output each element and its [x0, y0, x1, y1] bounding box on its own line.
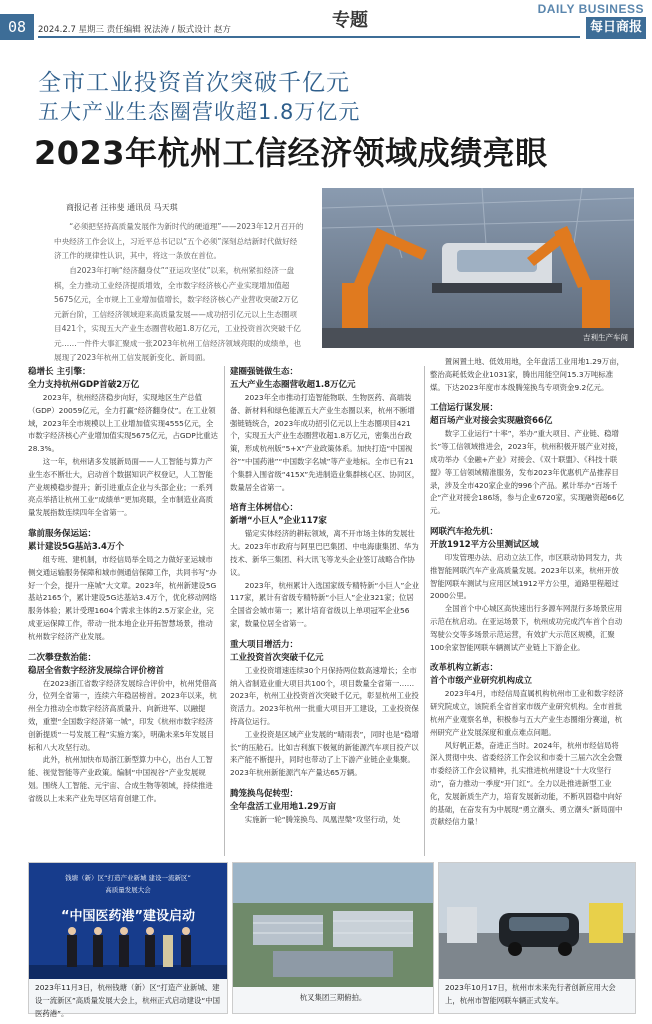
col2-heading-4: 腾笼换鸟促转型： 全年盘活工业用地1.29万亩 — [230, 788, 336, 812]
bottom-photo-card-2 — [232, 862, 434, 1014]
col1-heading-3: 二次攀登数治能： 稳居全省数字经济发展综合评价榜首 — [28, 652, 165, 676]
factory-illustration — [322, 188, 634, 348]
col2-heading-2: 培育主体树信心： 新增“小巨人”企业117家 — [230, 503, 327, 527]
col2-heading-3: 重大项目增活力： 工业投资首次突破千亿元 — [230, 639, 324, 663]
col2-para: 2023年，杭州累计入选国家级专精特新“小巨人”企业117家，累计有省级专精特新“小巨人”企业321家；位居全国省会城市第一；累计培育省级以上单项冠军企业56家，数量位居全省第一。 — [230, 580, 420, 628]
col1-para: 此外，杭州加快布局浙江新型算力中心，出台人工智能、视觉智能等产业政策。编制“中国视谷”产业发展规划。围绕人工智能、元宇宙、合成生物等领域，持续推进省级以上未来产业先导区培育创建工作。 — [28, 755, 213, 803]
col1-para: 组专班、建机制，市经信局举全局之力做好亚运城市侧交通运输服务保障和城市侧通信保障工作，共同书写“办好一个会，提升一座城”大文章。2023年，杭州新建设5G基站2165个，累计建设5G达基站3.4万个，优化移动网络服务体验；累计受理1604个需求主体的2.5万家企业，完成亚运保障工作，带动一批本地企业开拓智慧场景，推动杭州数字经济产业发展。 — [28, 554, 217, 641]
aerial-factory-photo — [233, 863, 433, 987]
photo-caption-1: 2023年11月3日，杭州钱塘（新）区“打造产业新城、建设一流新区”高质量发展大会上，杭州正式启动建设“中国医药港”。 — [35, 983, 221, 1018]
col2-para: 工业投资增速连续30个月保持两位数高速增长；全市纳入省制造业重大项目共100个，项目数量全省第一……2023年，杭州工业投资首次突破千亿元，彰显杭州工业投资活力。2023年杭州一批重大项目开工建设，工业投资保持高位运行。 — [230, 665, 419, 726]
column-rule — [224, 366, 225, 856]
col1-para: 在2023浙江省数字经济发展综合评价中，杭州凭借高分，位列全省第一，连续六年稳居榜首。2023年以来，杭州全力推动全市数字经济高质量升、向新进军、以融提效，重塑“全国数字经济第一城”，印发《杭州市数字经济创新提质“一号发展工程”实施方案》，明确未来5年发展目标和八大攻坚行动。 — [28, 678, 217, 752]
col1-heading-1: 稳增长 主引擎： 全力支持杭州GDP首破2万亿 — [28, 367, 140, 390]
col3-heading-3: 改革机构立新志： 首个市级产业研究机构成立 — [430, 663, 533, 687]
col2-para: 实施新一轮“腾笼换鸟、凤凰涅槃”攻坚行动，处 — [244, 814, 401, 824]
col3-para: 印发管理办法、启动立法工作，市区联动协同发力，共推智能网联汽车产业高质量发展。2023年以来，杭州开放智能网联车测试与应用区域1912平方公里，道路里程超过2000公里。 — [430, 552, 623, 601]
bottom-photo-card-1 — [28, 862, 228, 1018]
autonomous-vehicle-photo — [439, 863, 635, 979]
col3-para: 2023年4月，市经信局直属机构杭州市工业和数字经济研究院成立，该院系全省首家市级产业研究机构。全市首批杭州产业观察名单，积极参与五大产业生态圈细分赛道，杭州研究产业发展深度和重点难点问题。 — [430, 689, 624, 737]
col3-para: 风好帆正悬，奋进正当时。2024年，杭州市经信局将深入贯彻中央、省委经济工作会议和市委十三届六次全会暨市委经济工作会议精神，扎实推进杭州建设“十大攻坚行动”，奋力推动一季度“开门红”。全力以赴推进新型工业化，发展新质生产力，培育发展新动能，不断巩固稳中向好的基础，在奋发有为中展现“勇立潮头、勇立潮头”新局面中贡献经信力量！ — [430, 740, 623, 827]
article-column-3 — [430, 356, 626, 856]
banner-title: “中国医药港”建设启动 — [60, 909, 196, 924]
factory-photo — [322, 188, 634, 348]
col3-para: 全国首个中心城区高快速出行多源车网混行多场景应用示范在杭启动。在亚运场景下，杭州成功完成汽车首个自动驾驶公交等多场景示范运营，有效扩大示范区规模，汇聚100余家智能网联车辆测试产业链上下游企业。 — [430, 604, 623, 652]
photo-caption-3: 2023年10月17日，杭州市未来先行者创新应用大会上，杭州市智能网联车辆正式发车。 — [445, 983, 616, 1005]
byline: 商报记者 汪祎斐 通讯员 马天琪 — [66, 203, 178, 212]
bottom-photo-card-3 — [438, 862, 636, 1014]
header-rule — [38, 36, 580, 38]
col3-heading-2: 网联汽车抢先机： 开放1912平方公里测试区域 — [430, 526, 539, 550]
col2-para: 工业投资是区域产业发展的“晴雨表”，同时也是“稳增长”的压舱石。比如吉利旗下极氪的新能源汽车项目投产以来产能不断提升，同时也带动了上下游产业链企业集聚。2023年杭州新能源汽车产量达65万辆。 — [230, 729, 419, 778]
section-title: 专题 — [332, 10, 368, 31]
col2-para: 锚定实体经济的耕耘领域，离不开市场主体的发展壮大。2023年市政府与阿里巴巴集团、中电海康集团、华为技术、新华三集团、科大讯飞等龙头企业签订战略合作协议。 — [230, 529, 419, 577]
col2-para: 2023年全市推动打造智能物联、生物医药、高端装备、新材料和绿色能源五大产业生态圈以来，杭州不断增强链链统合，2023年成功招引亿元以上生态圈项目421个，实现五大产业生态圈营收超1.8万亿元，密集出台政策，形成杭州版“5+X”产业政策体系。加快打造“中国视谷”“中国药港”“中国数字名城”等产业地标。全市已有21个集群入围省级“415X”先进制造业集群核心区、协同区，数量居全省第一。 — [230, 393, 420, 492]
col3-para: 数字工业运行“十率”，举办“重大项目、产业链、稳增长”等工信领域推进会，2023年，杭州积极开展产业对接，成功举办《金融+产业》对接会、《双十联盟》、《科技十联盟》等工信领域精准服务，发布2023年优惠机产品推荐目录，涉及全市420家企业的996个产品。累计举办“百场千企”产业对接会186场，参与企业6720家，实现融资超66亿元。 — [430, 429, 624, 516]
factory-photo-caption: 吉利生产车间 — [583, 333, 628, 342]
col1-heading-2: 靠前服务保运运： 累计建设5G基站3.4万个 — [28, 528, 124, 552]
subheadline-2: 五大产业生态圈营收超1.8万亿元 — [38, 100, 361, 124]
lead-paragraph-1: “必须把坚持高质量发展作为新时代的硬道理”——2023年12月召开的中央经济工作会议上，习近平总书记以“五个必须”深刻总结新时代做好经济工作的规律性认识，其中，将这一条放在首位。 — [54, 222, 304, 260]
banner-line-2: 高质量发展大会 — [105, 886, 151, 894]
lead-paragraph-2: 自2023年打响“经济翻身仗”“亚运攻坚仗”以来，杭州紧扣经济一盘棋，全力推动工业经济提质增效，全市数字经济核心产业实现增加值超5675亿元，全市规上工业增加值增长，数字经济核心产业营收突破2万亿元新台阶，工信经济领域迎来高质量发展——成功招引亿元以上生态圈项目421个，实现五大产业生态圈营收超1.8万亿元，工业投资首次突破千亿元……一件件大事汇聚成一张2023年杭州工信经济领域亮眼的成绩单，也展现了2023年杭州工信发展新变化、新局面。 — [54, 266, 302, 362]
main-headline: 2023年杭州工信经济领域成绩亮眼 — [34, 134, 548, 172]
article-column-2 — [230, 366, 420, 856]
launch-ceremony-photo — [29, 863, 227, 979]
issue-info: 2024.2.7 星期三 责任编辑 祝法涛 / 版式设计 赵方 — [38, 25, 231, 35]
ceremony-guests — [29, 925, 227, 979]
col1-para: 2023年，杭州经济稳步向好，实现地区生产总值（GDP）20059亿元，全力打赢“经济翻身仗”。在工业领域，2023年全市规模以上工业增加值实现4555亿元，全市数字经济核心产业增加值实现5675亿元，占GDP比重达28.3%。 — [28, 393, 218, 454]
masthead-logo: 每日商报 — [586, 17, 646, 39]
article-column-1 — [28, 366, 218, 856]
column-rule — [424, 366, 425, 856]
subheadline-1: 全市工业投资首次突破千亿元 — [38, 70, 350, 96]
col1-para: 这一年，杭州诸多发展新局面——人工智能与算力产业生态不断壮大，启动首个数据知识产权登记，人工智能产业规模稳步提升；新引进重点企业与头部企业；一系列亮点举措让杭州工业“成绩单”更加亮眼，全市制造业高质量发展指数连续四年全省第一。 — [28, 456, 214, 518]
masthead-english: DAILY BUSINESS — [537, 2, 644, 16]
banner-line-1: 钱塘（新）区“打造产业新城 建设一流新区” — [65, 874, 191, 882]
page-number: 08 — [0, 14, 34, 40]
col3-heading-1: 工信运行谋发展： 超百场产业对接会实现融资66亿 — [430, 403, 553, 427]
col2-heading-1: 建圈强链做生态： 五大产业生态圈营收超1.8万亿元 — [230, 367, 356, 390]
col3-para: 置闲置土地、低效用地，全年盘活工业用地1.29万亩，整治高耗低效企业1031家，腾出用能空间15.3万吨标准煤。下达2023年度市本级腾笼换鸟专项资金9.2亿元。 — [430, 357, 624, 392]
photo-caption-2: 杭叉集团三期俯拍。 — [299, 993, 367, 1002]
